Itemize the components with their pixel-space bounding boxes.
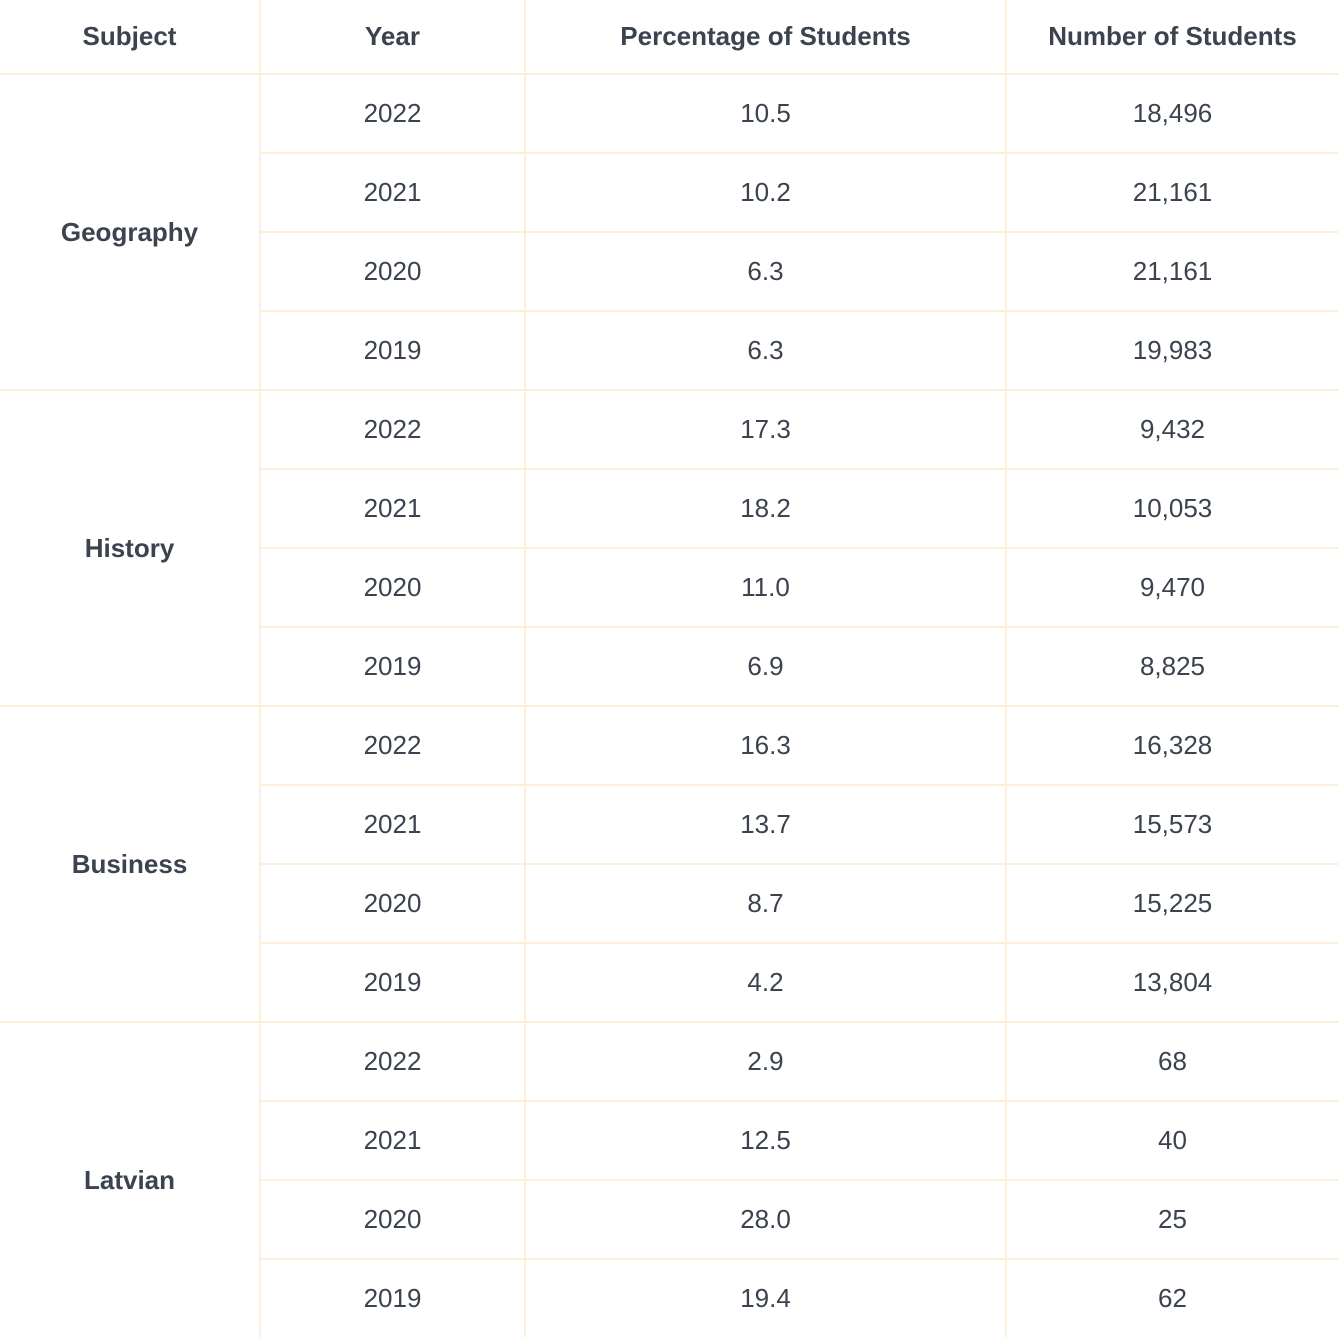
percentage-cell: 18.2 (525, 469, 1006, 548)
year-cell: 2022 (260, 706, 525, 785)
subject-cell-history: History (0, 390, 260, 706)
percentage-cell: 28.0 (525, 1180, 1006, 1259)
column-header-number: Number of Students (1006, 0, 1338, 74)
percentage-cell: 19.4 (525, 1259, 1006, 1337)
year-cell: 2022 (260, 1022, 525, 1101)
number-cell: 16,328 (1006, 706, 1338, 785)
percentage-cell: 10.5 (525, 74, 1006, 153)
percentage-cell: 6.3 (525, 232, 1006, 311)
number-cell: 9,470 (1006, 548, 1338, 627)
year-cell: 2019 (260, 1259, 525, 1337)
number-cell: 15,225 (1006, 864, 1338, 943)
year-cell: 2022 (260, 390, 525, 469)
number-cell: 21,161 (1006, 153, 1338, 232)
table-row (0, 706, 1338, 785)
percentage-cell: 13.7 (525, 785, 1006, 864)
percentage-cell: 10.2 (525, 153, 1006, 232)
number-cell: 18,496 (1006, 74, 1338, 153)
year-cell: 2021 (260, 785, 525, 864)
percentage-cell: 12.5 (525, 1101, 1006, 1180)
number-cell: 13,804 (1006, 943, 1338, 1022)
number-cell: 62 (1006, 1259, 1338, 1337)
year-cell: 2021 (260, 153, 525, 232)
percentage-cell: 16.3 (525, 706, 1006, 785)
year-cell: 2019 (260, 627, 525, 706)
year-cell: 2022 (260, 74, 525, 153)
year-cell: 2020 (260, 864, 525, 943)
table-row (0, 390, 1338, 469)
percentage-cell: 17.3 (525, 390, 1006, 469)
column-header-subject: Subject (0, 0, 260, 74)
percentage-cell: 11.0 (525, 548, 1006, 627)
number-cell: 25 (1006, 1180, 1338, 1259)
number-cell: 9,432 (1006, 390, 1338, 469)
number-cell: 19,983 (1006, 311, 1338, 390)
number-cell: 68 (1006, 1022, 1338, 1101)
table-row (0, 74, 1338, 153)
number-cell: 40 (1006, 1101, 1338, 1180)
year-cell: 2019 (260, 311, 525, 390)
table-row (0, 1022, 1338, 1101)
year-cell: 2020 (260, 548, 525, 627)
percentage-cell: 4.2 (525, 943, 1006, 1022)
subject-cell-geography: Geography (0, 74, 260, 390)
subject-cell-business: Business (0, 706, 260, 1022)
number-cell: 10,053 (1006, 469, 1338, 548)
table-body (0, 74, 1338, 1337)
number-cell: 15,573 (1006, 785, 1338, 864)
column-header-percentage: Percentage of Students (525, 0, 1006, 74)
header-row (0, 0, 1338, 74)
percentage-cell: 6.3 (525, 311, 1006, 390)
number-cell: 8,825 (1006, 627, 1338, 706)
percentage-cell: 8.7 (525, 864, 1006, 943)
percentage-cell: 2.9 (525, 1022, 1006, 1101)
year-cell: 2020 (260, 1180, 525, 1259)
year-cell: 2019 (260, 943, 525, 1022)
number-cell: 21,161 (1006, 232, 1338, 311)
table-header (0, 0, 1338, 74)
percentage-cell: 6.9 (525, 627, 1006, 706)
year-cell: 2021 (260, 1101, 525, 1180)
subject-cell-latvian: Latvian (0, 1022, 260, 1337)
year-cell: 2020 (260, 232, 525, 311)
column-header-year: Year (260, 0, 525, 74)
year-cell: 2021 (260, 469, 525, 548)
